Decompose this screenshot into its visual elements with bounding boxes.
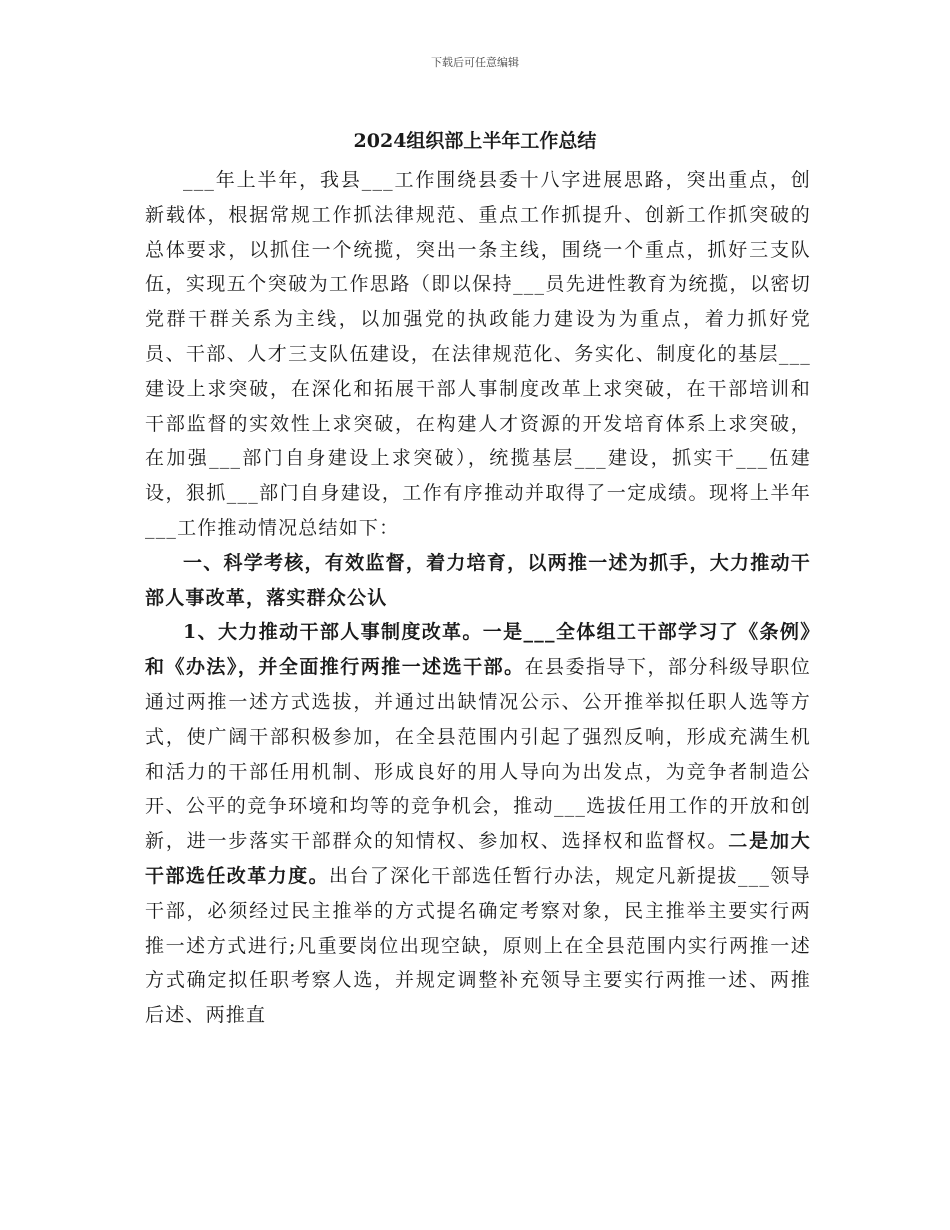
document-title: 2024组织部上半年工作总结 <box>353 130 597 152</box>
item-text-continued: 出台了深化干部选任暂行办法，规定凡新提拔___领导干部，必须经过民主推举的方式提名确定考察对象，民主推举主要实行两推一述方式进行;凡重要岗位出现空缺，原则上在全县范围内实行两推一述方式确定拟任职考察人选，并规定调整补充领导主要实行两推一述、两推后述、两推直 <box>145 864 811 1027</box>
item-text: 在县委指导下，部分科级导职位通过两推一述方式选拔，并通过出缺情况公示、公开推举拟任职人选等方式，使广阔干部积极参加，在全县范围内引起了强烈反响，形成充满生机和活力的干部任用机制、形成良好的用人导向为出发点，为竞争者制造公开、公平的竞争环境和均等的竞争机会，推动___选拔任用工作的开放和创新，进一步落实干部群众的知情权、参加权、选择权和监督权。 <box>145 656 811 853</box>
item-bold-sub: 二是加大干部选任改革力度。 <box>145 830 811 887</box>
header-note: 下载后可任意编辑 <box>431 56 519 69</box>
section-heading: 一、科学考核，有效监督，着力培育，以两推一述为抓手，大力推动干部人事改革，落实群众公认 <box>145 551 811 609</box>
intro-paragraph: ___年上半年，我县___工作围绕县委十八字进展思路，突出重点，创新载体，根据常规工作抓法律规范、重点工作抓提升、创新工作抓突破的总体要求，以抓住一个统揽，突出一条主线，围绕一个重点，抓好三支队伍，实现五个突破为工作思路（即以保持___员先进性教育为统揽，以密切党群干群关系为主线，以加强党的执政能力建设为为重点，着力抓好党员、干部、人才三支队伍建设，在法律规范化、务实化、制度化的基层___建设上求突破，在深化和拓展干部人事制度改革上求突破，在干部培训和干部监督的实效性上求突破，在构建人才资源的开发培育体系上求突破，在加强___部门自身建设上求突破），统揽基层___建设，抓实干___伍建设，狠抓___部门自身建设，工作有序推动并取得了一定成绩。现将上半年___工作推动情况总结如下： <box>145 169 811 539</box>
document-body <box>145 163 811 1033</box>
item-bold-lead: 1、大力推动干部人事制度改革。一是___全体组工干部学习了《条例》和《办法》，并全面推行两推一述选干部。 <box>145 621 811 679</box>
item-paragraph <box>145 615 811 1033</box>
